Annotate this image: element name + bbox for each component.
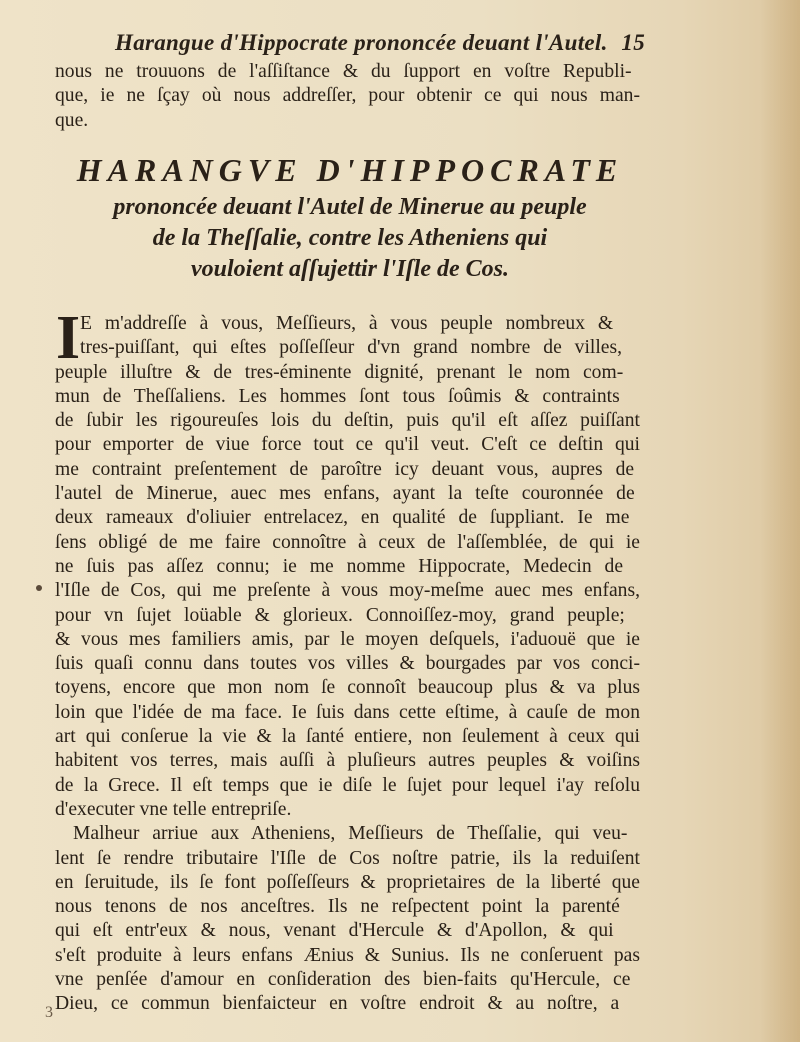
- text-line: que.: [55, 109, 89, 131]
- text-line: nous ne trouuons de l'aſſiſtance & du ſupport en voſtre Republi-: [55, 61, 632, 82]
- text-line: E m'addreſſe à vous, Meſſieurs, à vous peuple nombreux &: [80, 313, 614, 334]
- text-line: peuple illuſtre & de tres-éminente dignité, prenant le nom com-: [55, 361, 624, 383]
- continued-text: [55, 60, 640, 133]
- text-line: pour vn ſujet loüable & glorieux. Connoiſſez-moy, grand peuple;: [55, 604, 625, 626]
- text-line: d'executer vne telle entrepriſe.: [55, 798, 292, 820]
- page-number: 15: [621, 30, 645, 55]
- text-line: Malheur arriue aux Atheniens, Meſſieurs de Theſſalie, qui veu-: [73, 823, 628, 845]
- drop-cap: I: [56, 304, 81, 372]
- text-line: nous tenons de nos anceſtres. Ils ne reſpectent point la parenté: [55, 896, 620, 918]
- text-line: de ſubir les rigoureuſes lois du deſtin, puis qu'il eſt aſſez puiſſant: [55, 410, 640, 432]
- signature-mark: 3: [45, 1004, 53, 1021]
- running-head-title: Harangue d'Hippocrate prononcée deuant l'Autel.: [115, 30, 608, 55]
- text-line: habitent vos terres, mais auſſi à pluſieurs autres peuples & voiſins: [55, 750, 640, 772]
- text-line: Dieu, ce commun bienfaicteur en voſtre endroit & au noſtre, a: [55, 993, 620, 1015]
- text-line: ſens obligé de me faire connoître à ceux de l'aſſemblée, de qui ie: [55, 531, 640, 553]
- section-title: [55, 150, 645, 285]
- section-title-line: prononcée deuant l'Autel de Minerue au peuple: [113, 194, 587, 220]
- text-line: en ſeruitude, ils ſe font poſſeſſeurs & proprietaires de la liberté que: [55, 871, 640, 893]
- text-line: l'Iſle de Cos, qui me preſente à vous moy-meſme auec mes enfans,: [55, 580, 640, 602]
- text-line: mun de Theſſaliens. Les hommes ſont tous ſoûmis & contraints: [55, 385, 620, 407]
- text-line: de la Grece. Il eſt temps que ie diſe le ſujet pour lequel i'ay reſolu: [55, 774, 640, 796]
- text-line: vne penſée d'amour en conſideration des bien-faits qu'Hercule, ce: [55, 969, 631, 991]
- text-line: & vous mes familiers amis, par le moyen deſquels, i'aduouë que ie: [55, 628, 640, 650]
- text-line: lent ſe rendre tributaire l'Iſle de Cos noſtre patrie, ils la reduiſent: [55, 847, 640, 869]
- margin-mark: [36, 585, 42, 591]
- section-title-main: HARANGVE D'HIPPOCRATE: [76, 152, 624, 188]
- text-line: toyens, encore que mon nom ſe connoît beaucoup plus & va plus: [55, 677, 640, 699]
- text-line: pour emporter de viue force tout ce qu'il veut. C'eſt ce deſtin qui: [55, 434, 640, 456]
- text-line: tres-puiſſant, qui eſtes poſſeſſeur d'vn grand nombre de villes,: [80, 337, 623, 359]
- text-line: qui eſt entr'eux & nous, venant d'Hercule & d'Apollon, & qui: [55, 920, 614, 942]
- body-text: [55, 304, 640, 1017]
- text-line: s'eſt produite à leurs enfans Ænius & Sunius. Ils ne conſeruent pas: [55, 944, 640, 966]
- text-line: ne ſuis pas aſſez connu; ie me nomme Hippocrate, Medecin de: [55, 555, 624, 577]
- running-head: [115, 30, 645, 60]
- text-line: que, ie ne ſçay où nous addreſſer, pour obtenir ce qui nous man-: [55, 85, 640, 107]
- text-line: deux rameaux d'oliuier entrelacez, en qualité de ſuppliant. Ie me: [55, 507, 630, 529]
- text-line: art qui conſerue la vie & la ſanté entiere, non ſeulement à ceux qui: [55, 726, 640, 748]
- section-title-line: vouloient aſſujettir l'Iſle de Cos.: [191, 256, 509, 282]
- section-title-line: de la Theſſalie, contre les Atheniens qui: [152, 225, 548, 251]
- text-line: me contraint preſentement de paroître icy deuant vous, aupres de: [55, 458, 635, 480]
- text-line: ſuis quaſi connu dans toutes vos villes & bourgades par vos conci-: [55, 653, 640, 675]
- text-line: l'autel de Minerue, auec mes enfans, ayant la teſte couronnée de: [55, 483, 635, 505]
- text-line: loin que l'idée de ma face. Ie ſuis dans cette eſtime, à cauſe de mon: [55, 701, 640, 723]
